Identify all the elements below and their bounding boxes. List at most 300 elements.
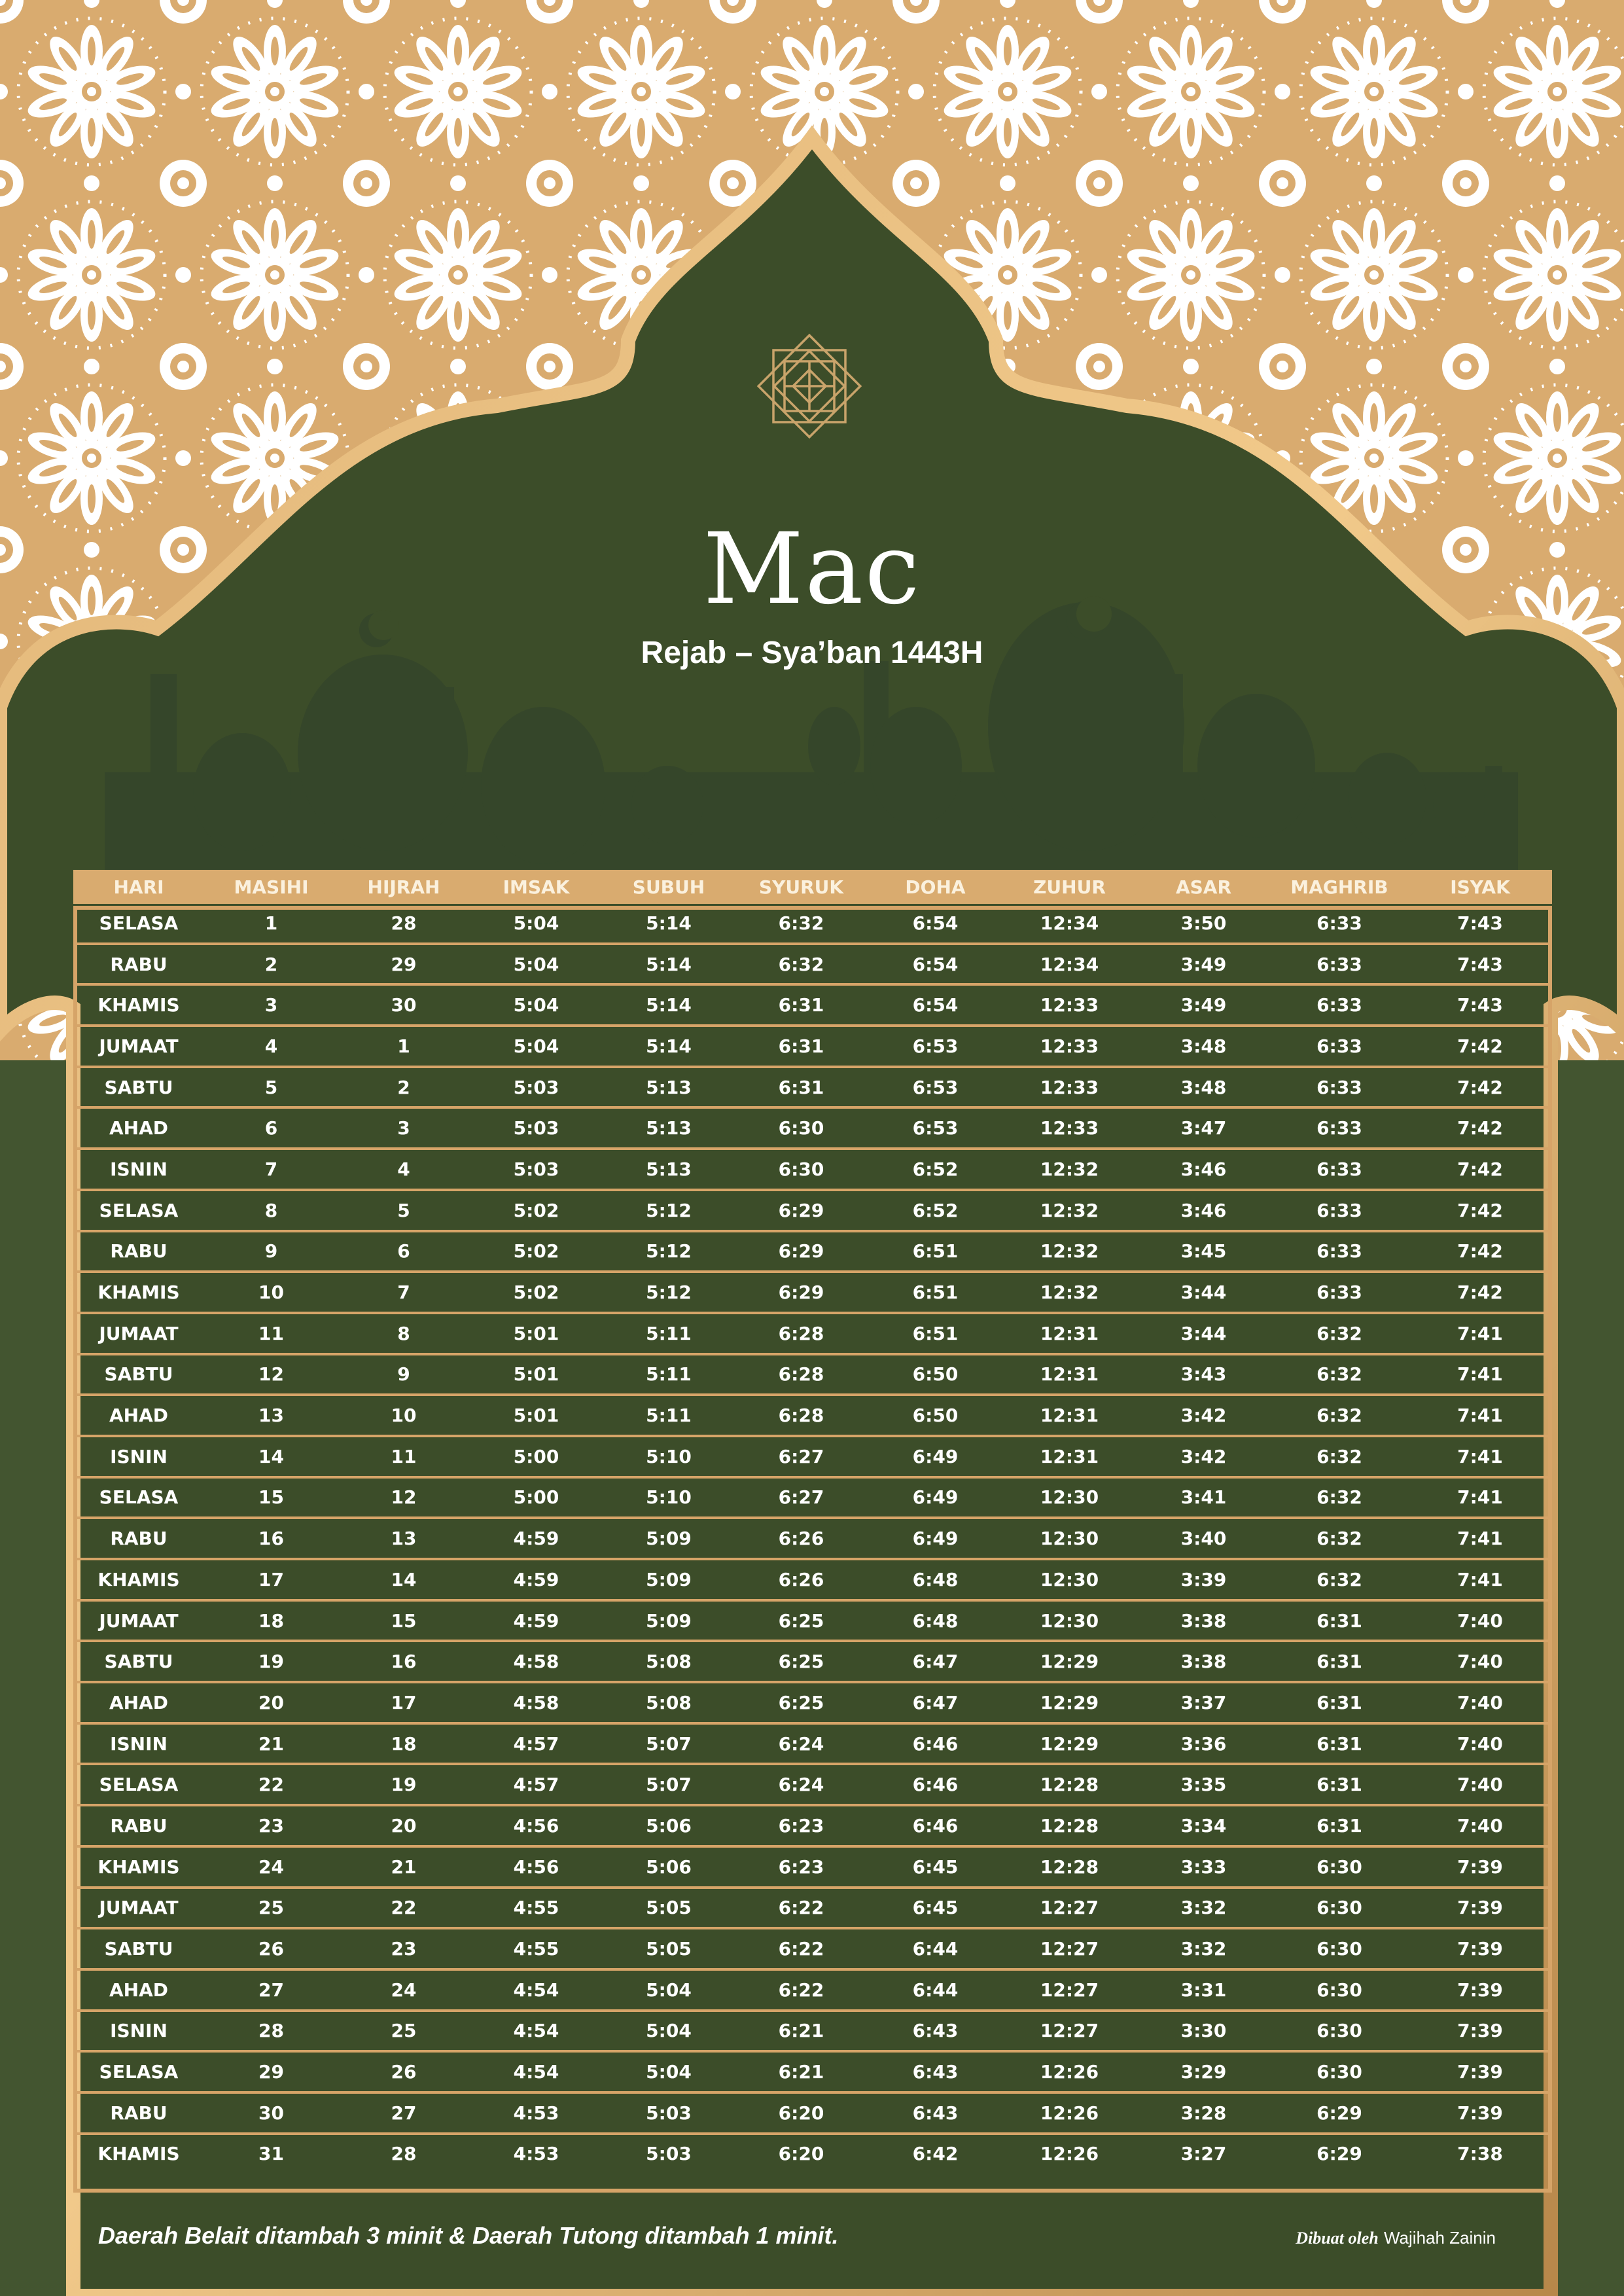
table-cell: 7:42 — [1408, 1272, 1552, 1313]
credit-line — [1296, 2227, 1496, 2250]
table-cell: 29 — [338, 944, 469, 985]
table-cell: 5:14 — [603, 984, 734, 1026]
table-cell: 5:08 — [603, 1641, 734, 1682]
table-cell: SELASA — [73, 1764, 204, 1805]
table-cell: 6:54 — [868, 984, 1002, 1026]
table-row — [73, 1682, 1552, 1723]
table-cell: 12:31 — [1002, 1436, 1137, 1477]
table-cell: 6:43 — [868, 2051, 1002, 2092]
table-cell: 12:31 — [1002, 1313, 1137, 1354]
table-cell: 26 — [338, 2051, 469, 2092]
table-cell: 6:49 — [868, 1436, 1002, 1477]
table-cell: 4:59 — [469, 1600, 603, 1641]
table-cell: 6:31 — [1271, 1805, 1408, 1846]
table-cell: 22 — [204, 1764, 338, 1805]
table-cell: 7:43 — [1408, 944, 1552, 985]
table-cell: 6:32 — [1271, 1354, 1408, 1395]
table-cell: 7:43 — [1408, 904, 1552, 944]
column-header: MASIHI — [204, 870, 338, 904]
table-cell: 5:04 — [603, 2011, 734, 2052]
table-cell: 6:30 — [1271, 1969, 1408, 2011]
table-cell: 6:30 — [734, 1107, 868, 1149]
table-cell: 6:22 — [734, 1969, 868, 2011]
hijri-month-range: Rejab – Sya’ban 1443H — [641, 636, 983, 670]
table-cell: 17 — [204, 1559, 338, 1600]
table-cell: 6:31 — [734, 1067, 868, 1108]
table-cell: 12:29 — [1002, 1641, 1137, 1682]
district-adjustment-note: Daerah Belait ditambah 3 minit & Daerah Tutong ditambah 1 minit. — [98, 2222, 839, 2249]
table-cell: 3:41 — [1137, 1477, 1271, 1518]
table-cell: 12:32 — [1002, 1231, 1137, 1272]
table-cell: 5:12 — [603, 1231, 734, 1272]
table-cell: KHAMIS — [73, 1272, 204, 1313]
table-cell: 12:31 — [1002, 1354, 1137, 1395]
table-cell: 12:30 — [1002, 1559, 1137, 1600]
table-cell: 5:04 — [469, 1026, 603, 1067]
table-cell: 6:20 — [734, 2092, 868, 2134]
table-cell: 7:39 — [1408, 1888, 1552, 1929]
table-cell: 13 — [338, 1518, 469, 1559]
table-row — [73, 1026, 1552, 1067]
table-row — [73, 1559, 1552, 1600]
table-cell: 3:31 — [1137, 1969, 1271, 2011]
table-cell: 12:30 — [1002, 1518, 1137, 1559]
table-cell: 3:45 — [1137, 1231, 1271, 1272]
table-cell: 6:54 — [868, 944, 1002, 985]
table-cell: 6:49 — [868, 1518, 1002, 1559]
table-cell: ISNIN — [73, 1436, 204, 1477]
table-cell: 6:46 — [868, 1764, 1002, 1805]
table-cell: 12:27 — [1002, 1969, 1137, 2011]
table-cell: 7:41 — [1408, 1518, 1552, 1559]
table-cell: 6:27 — [734, 1436, 868, 1477]
table-cell: SELASA — [73, 904, 204, 944]
table-cell: 5:13 — [603, 1067, 734, 1108]
table-cell: 12:32 — [1002, 1149, 1137, 1190]
table-cell: 3:48 — [1137, 1067, 1271, 1108]
table-cell: 7:41 — [1408, 1313, 1552, 1354]
table-cell: RABU — [73, 944, 204, 985]
table-cell: 7:42 — [1408, 1067, 1552, 1108]
table-cell: 3:34 — [1137, 1805, 1271, 1846]
table-cell: SABTU — [73, 1354, 204, 1395]
table-cell: 5:01 — [469, 1354, 603, 1395]
table-cell: 6:30 — [734, 1149, 868, 1190]
table-cell: 1 — [338, 1026, 469, 1067]
table-cell: 12:27 — [1002, 2011, 1137, 2052]
table-cell: 14 — [338, 1559, 469, 1600]
column-header: HARI — [73, 870, 204, 904]
table-cell: 6 — [204, 1107, 338, 1149]
table-cell: 22 — [338, 1888, 469, 1929]
table-cell: 3:50 — [1137, 904, 1271, 944]
table-cell: 5:02 — [469, 1190, 603, 1231]
table-cell: 16 — [204, 1518, 338, 1559]
table-cell: 5:11 — [603, 1395, 734, 1436]
table-cell: 3:38 — [1137, 1600, 1271, 1641]
table-cell: 6:50 — [868, 1354, 1002, 1395]
table-cell: 9 — [338, 1354, 469, 1395]
table-row — [73, 1436, 1552, 1477]
table-cell: 3:49 — [1137, 984, 1271, 1026]
table-cell: 6:25 — [734, 1682, 868, 1723]
table-row — [73, 2134, 1552, 2174]
table-cell: 6:33 — [1271, 904, 1408, 944]
table-cell: 3:32 — [1137, 1928, 1271, 1969]
table-cell: 5:13 — [603, 1107, 734, 1149]
table-cell: 5:04 — [603, 1969, 734, 2011]
table-cell: AHAD — [73, 1682, 204, 1723]
table-cell: 6:31 — [734, 984, 868, 1026]
table-cell: 17 — [338, 1682, 469, 1723]
table-cell: 13 — [204, 1395, 338, 1436]
table-cell: 27 — [338, 2092, 469, 2134]
table-cell: 6:51 — [868, 1231, 1002, 1272]
table-cell: 11 — [338, 1436, 469, 1477]
table-cell: 6:30 — [1271, 1888, 1408, 1929]
table-cell: 23 — [204, 1805, 338, 1846]
table-header-row — [73, 870, 1552, 904]
table-cell: 6:24 — [734, 1764, 868, 1805]
table-cell: 6:32 — [1271, 1395, 1408, 1436]
table-row — [73, 1888, 1552, 1929]
table-cell: 27 — [204, 1969, 338, 2011]
table-cell: 6:21 — [734, 2051, 868, 2092]
table-cell: 7:40 — [1408, 1764, 1552, 1805]
table-cell: 6:31 — [1271, 1764, 1408, 1805]
table-cell: 3:29 — [1137, 2051, 1271, 2092]
table-cell: 8 — [338, 1313, 469, 1354]
table-cell: 6:23 — [734, 1846, 868, 1888]
table-row — [73, 1928, 1552, 1969]
table-cell: 4:57 — [469, 1764, 603, 1805]
table-cell: 6:31 — [1271, 1682, 1408, 1723]
table-cell: 6:45 — [868, 1846, 1002, 1888]
table-cell: 3:42 — [1137, 1395, 1271, 1436]
table-cell: 12 — [204, 1354, 338, 1395]
table-cell: 7:40 — [1408, 1723, 1552, 1765]
table-cell: 6:47 — [868, 1641, 1002, 1682]
table-cell: 5:12 — [603, 1272, 734, 1313]
table-cell: 12:32 — [1002, 1272, 1137, 1313]
table-cell: 6:32 — [1271, 1436, 1408, 1477]
table-cell: 5:07 — [603, 1764, 734, 1805]
table-cell: 6:30 — [1271, 2011, 1408, 2052]
table-cell: 19 — [204, 1641, 338, 1682]
table-cell: 6:33 — [1271, 1231, 1408, 1272]
table-cell: 3:44 — [1137, 1313, 1271, 1354]
table-cell: 7:40 — [1408, 1600, 1552, 1641]
table-cell: 6:20 — [778, 2143, 824, 2165]
table-cell: 7:41 — [1408, 1559, 1552, 1600]
table-row — [73, 1846, 1552, 1888]
table-cell: 6:50 — [868, 1395, 1002, 1436]
table-cell: 7:41 — [1408, 1477, 1552, 1518]
table-cell: 7:42 — [1408, 1026, 1552, 1067]
table-cell: 5:10 — [603, 1436, 734, 1477]
table-cell: 16 — [338, 1641, 469, 1682]
table-cell: 6:25 — [734, 1641, 868, 1682]
table-cell: 5:09 — [603, 1559, 734, 1600]
table-cell: 3:38 — [1137, 1641, 1271, 1682]
table-cell: 4:56 — [469, 1805, 603, 1846]
table-cell: RABU — [73, 1805, 204, 1846]
table-cell: 12:34 — [1002, 944, 1137, 985]
prayer-times-table — [73, 870, 1552, 2173]
table-cell: 15 — [338, 1600, 469, 1641]
table-cell: 6:32 — [734, 944, 868, 985]
table-cell: 2 — [204, 944, 338, 985]
table-row — [73, 904, 1552, 944]
table-cell: 3:49 — [1137, 944, 1271, 985]
table-cell: 7:39 — [1408, 1969, 1552, 2011]
table-cell: 11 — [204, 1313, 338, 1354]
table-cell: 5:09 — [603, 1518, 734, 1559]
table-row — [73, 1764, 1552, 1805]
table-cell: SABTU — [73, 1928, 204, 1969]
table-cell: 7:40 — [1408, 1682, 1552, 1723]
table-cell: 3 — [204, 984, 338, 1026]
table-cell: 6:29 — [734, 1231, 868, 1272]
table-cell: 5:05 — [603, 1888, 734, 1929]
table-cell: 7:39 — [1408, 2092, 1552, 2134]
table-cell: 12:33 — [1002, 984, 1137, 1026]
table-cell: 1 — [204, 904, 338, 944]
table-row — [73, 1805, 1552, 1846]
table-row — [73, 944, 1552, 985]
table-cell: 10 — [204, 1272, 338, 1313]
table-cell: 4:58 — [469, 1682, 603, 1723]
table-cell: 23 — [338, 1928, 469, 1969]
table-cell: 6:32 — [1271, 1518, 1408, 1559]
table-cell: 6:24 — [734, 1723, 868, 1765]
table-row — [73, 1477, 1552, 1518]
table-cell: 5:14 — [603, 904, 734, 944]
table-cell: 5:02 — [469, 1231, 603, 1272]
table-cell: 3:35 — [1137, 1764, 1271, 1805]
column-header: MAGHRIB — [1271, 870, 1408, 904]
page-title: Mac — [703, 512, 921, 626]
table-cell: 7:42 — [1408, 1231, 1552, 1272]
table-row — [73, 984, 1552, 1026]
table-cell: JUMAAT — [73, 1600, 204, 1641]
table-cell: 5:02 — [469, 1272, 603, 1313]
table-row — [73, 1067, 1552, 1108]
table-cell: 3:30 — [1137, 2011, 1271, 2052]
table-cell: 6:45 — [868, 1888, 1002, 1929]
table-row — [73, 1969, 1552, 2011]
table-cell: 6:25 — [734, 1600, 868, 1641]
table-row — [73, 1272, 1552, 1313]
table-cell: 3:39 — [1137, 1559, 1271, 1600]
table-cell: 12:26 — [1002, 2051, 1137, 2092]
table-cell: 5 — [338, 1190, 469, 1231]
table-cell: 5:04 — [469, 984, 603, 1026]
table-cell: 4:58 — [469, 1641, 603, 1682]
table-cell: 7:43 — [1408, 984, 1552, 1026]
table-cell: 6:30 — [1271, 1846, 1408, 1888]
table-cell: 7:40 — [1408, 1641, 1552, 1682]
table-cell: 7:38 — [1457, 2143, 1503, 2165]
table-row — [73, 2092, 1552, 2134]
table-row — [73, 2011, 1552, 2052]
table-cell: 12:33 — [1002, 1067, 1137, 1108]
table-cell: 6:22 — [734, 1928, 868, 1969]
table-cell: 5:03 — [469, 1149, 603, 1190]
table-cell: 12 — [338, 1477, 469, 1518]
table-cell: KHAMIS — [73, 1846, 204, 1888]
table-cell: 6:32 — [1271, 1559, 1408, 1600]
table-row — [73, 1395, 1552, 1436]
table-cell: 6:33 — [1271, 1149, 1408, 1190]
table-cell: 3:28 — [1137, 2092, 1271, 2134]
table-cell: 28 — [338, 904, 469, 944]
table-cell: 5:14 — [603, 1026, 734, 1067]
table-cell: SELASA — [73, 2051, 204, 2092]
table-row — [73, 1190, 1552, 1231]
table-cell: 6:47 — [868, 1682, 1002, 1723]
column-header: ASAR — [1137, 870, 1271, 904]
table-cell: 25 — [338, 2011, 469, 2052]
table-cell: 6:54 — [868, 904, 1002, 944]
table-cell: 6:28 — [734, 1395, 868, 1436]
table-cell: 7:41 — [1408, 1395, 1552, 1436]
table-cell: 7:40 — [1408, 1805, 1552, 1846]
table-row — [73, 1107, 1552, 1149]
table-cell: 12:30 — [1002, 1477, 1137, 1518]
column-header: IMSAK — [469, 870, 603, 904]
column-header: SYURUK — [734, 870, 868, 904]
table-row — [73, 1723, 1552, 1765]
table-cell: 5:11 — [603, 1354, 734, 1395]
table-cell: 5:08 — [603, 1682, 734, 1723]
table-cell: 6:33 — [1271, 1107, 1408, 1149]
table-cell: 5:05 — [603, 1928, 734, 1969]
table-cell: 6:29 — [734, 1190, 868, 1231]
table-cell: 26 — [204, 1928, 338, 1969]
table-cell: 5:07 — [603, 1723, 734, 1765]
table-cell: 18 — [338, 1723, 469, 1765]
table-cell: ISNIN — [73, 1723, 204, 1765]
table-cell: 6:53 — [868, 1026, 1002, 1067]
table-cell: 4:59 — [469, 1559, 603, 1600]
table-cell: 5:06 — [603, 1805, 734, 1846]
table-cell: 25 — [204, 1888, 338, 1929]
table-cell: 12:28 — [1002, 1805, 1137, 1846]
table-cell: 3:46 — [1137, 1149, 1271, 1190]
table-cell: KHAMIS — [97, 2143, 180, 2165]
table-cell: 5:13 — [603, 1149, 734, 1190]
table-cell: 5:00 — [469, 1477, 603, 1518]
table-cell: SELASA — [73, 1477, 204, 1518]
table-cell: 3:40 — [1137, 1518, 1271, 1559]
table-cell: 12:28 — [1002, 1846, 1137, 1888]
table-cell: 20 — [204, 1682, 338, 1723]
table-cell: 4:59 — [469, 1518, 603, 1559]
table-cell: 4:53 — [513, 2143, 559, 2165]
table-cell: 12:28 — [1002, 1764, 1137, 1805]
table-cell: RABU — [73, 2092, 204, 2134]
table-cell: 18 — [204, 1600, 338, 1641]
table-cell: AHAD — [73, 1969, 204, 2011]
table-cell: 21 — [204, 1723, 338, 1765]
column-header: ISYAK — [1408, 870, 1552, 904]
table-cell: 12:34 — [1002, 904, 1137, 944]
table-cell: 6:33 — [1271, 944, 1408, 985]
table-cell: 4 — [204, 1026, 338, 1067]
table-cell: 24 — [204, 1846, 338, 1888]
table-body — [73, 904, 1552, 2173]
table-cell: JUMAAT — [73, 1313, 204, 1354]
table-cell: 5:04 — [603, 2051, 734, 2092]
column-header: HIJRAH — [338, 870, 469, 904]
table-cell: 4:57 — [469, 1723, 603, 1765]
table-cell: 12:29 — [1002, 1682, 1137, 1723]
table-cell: 6:32 — [734, 904, 868, 944]
table-cell: 3:44 — [1137, 1272, 1271, 1313]
table-cell: 12:31 — [1002, 1395, 1137, 1436]
table-cell: 2 — [338, 1067, 469, 1108]
table-row — [73, 1231, 1552, 1272]
table-cell: 12:30 — [1002, 1600, 1137, 1641]
table-cell: 6:51 — [868, 1313, 1002, 1354]
table-cell: 5:03 — [469, 1107, 603, 1149]
table-cell: 3:33 — [1137, 1846, 1271, 1888]
table-cell: 7:41 — [1408, 1436, 1552, 1477]
table-cell: 21 — [338, 1846, 469, 1888]
table-cell: 5:01 — [469, 1313, 603, 1354]
table-cell: 4 — [338, 1149, 469, 1190]
table-cell: 6:51 — [868, 1272, 1002, 1313]
table-cell: 4:54 — [469, 1969, 603, 2011]
table-cell: 6:44 — [868, 1969, 1002, 2011]
table-cell: RABU — [73, 1231, 204, 1272]
table-cell: 6:32 — [1271, 1477, 1408, 1518]
table-cell: 3:37 — [1137, 1682, 1271, 1723]
table-cell: 5:12 — [603, 1190, 734, 1231]
table-cell: 6:26 — [734, 1559, 868, 1600]
table-cell: KHAMIS — [73, 1559, 204, 1600]
table-cell: 3:43 — [1137, 1354, 1271, 1395]
table-cell: 4:53 — [469, 2092, 603, 2134]
table-cell: 7:41 — [1408, 1354, 1552, 1395]
table-cell: 6:21 — [734, 2011, 868, 2052]
table-cell: 15 — [204, 1477, 338, 1518]
table-cell: 20 — [338, 1805, 469, 1846]
table-cell: 6:28 — [734, 1354, 868, 1395]
table-cell: 7:42 — [1408, 1149, 1552, 1190]
table-cell: 29 — [204, 2051, 338, 2092]
table-cell: 24 — [338, 1969, 469, 2011]
table-cell: 6:52 — [868, 1190, 1002, 1231]
table-cell: 12:29 — [1002, 1723, 1137, 1765]
table-cell: 12:32 — [1002, 1190, 1137, 1231]
table-cell: 6:23 — [734, 1805, 868, 1846]
table-cell: 14 — [204, 1436, 338, 1477]
table-cell: 6:33 — [1271, 1067, 1408, 1108]
table-cell: 6:29 — [1271, 2092, 1408, 2134]
credit-label: Dibuat oleh — [1296, 2229, 1379, 2248]
table-cell: RABU — [73, 1518, 204, 1559]
table-cell: 6:46 — [868, 1723, 1002, 1765]
table-cell: 6:26 — [734, 1518, 868, 1559]
table-cell: 3:48 — [1137, 1026, 1271, 1067]
column-header: ZUHUR — [1002, 870, 1137, 904]
credit-author: Wajihah Zainin — [1383, 2228, 1496, 2248]
table-cell: 4:54 — [469, 2051, 603, 2092]
table-cell: 6:53 — [868, 1107, 1002, 1149]
table-cell: 5:04 — [469, 904, 603, 944]
